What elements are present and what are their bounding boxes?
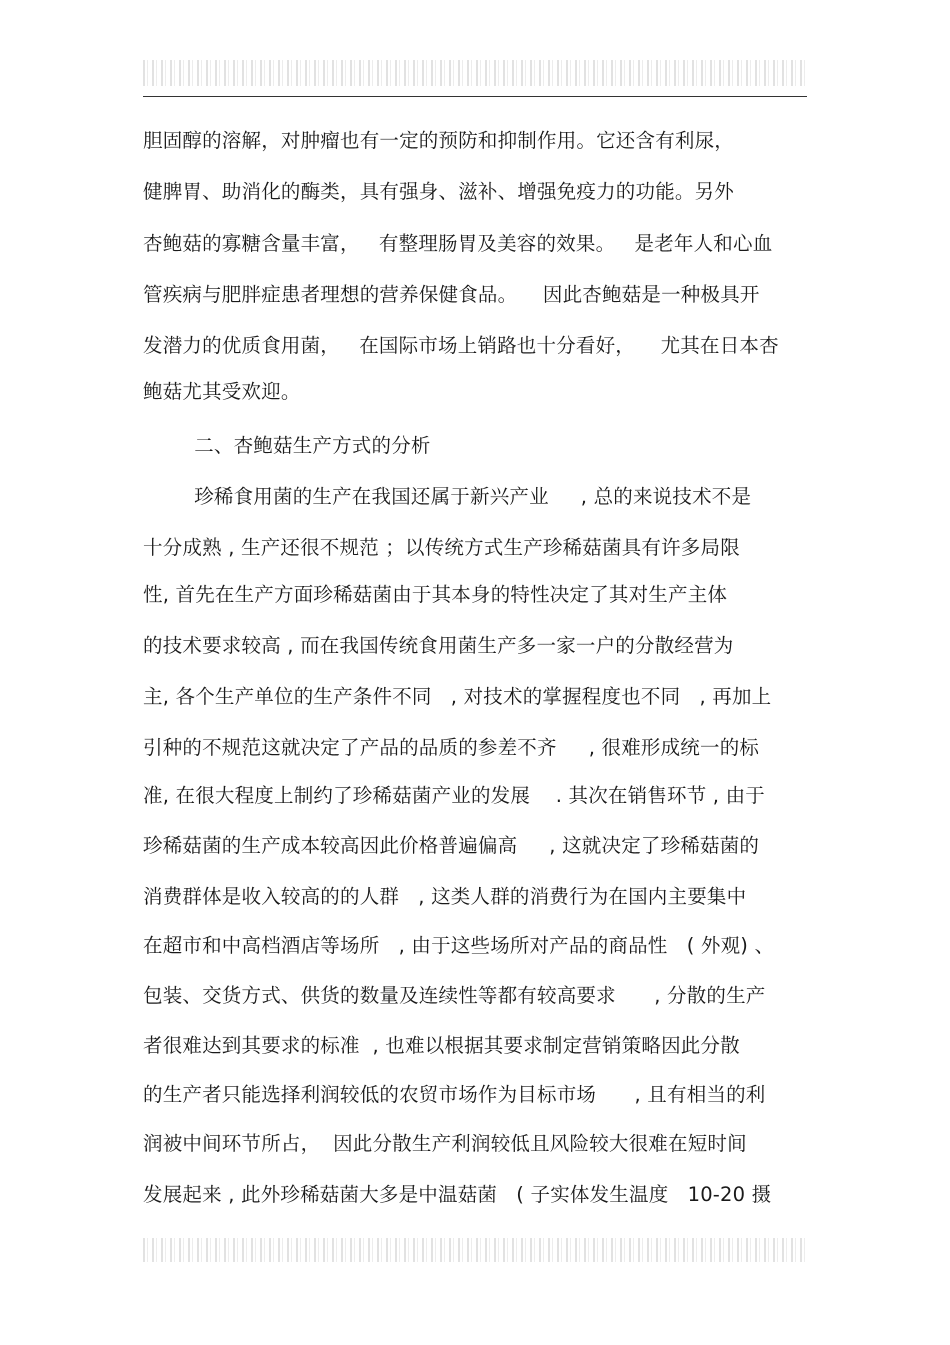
- text-line: 性, 首先在生产方面珍稀菇菌由于其本身的特性决定了其对生产主体: [143, 583, 728, 606]
- text-line: 胆固醇的溶解，对肿瘤也有一定的预防和抑制作用。它还含有利尿，: [143, 129, 735, 152]
- text-line: 杏鲍菇的寡糖含量丰富， 有整理肠胃及美容的效果。 是老年人和心血: [143, 232, 773, 255]
- text-line: 十分成熟 , 生产还很不规范 ；以传统方式生产珍稀菇菌具有许多局限: [143, 536, 740, 559]
- header-rule: [143, 96, 807, 97]
- section-heading: 二、杏鲍菇生产方式的分析: [143, 434, 431, 457]
- text-line: 发潜力的优质食用菌， 在国际市场上销路也十分看好， 尤其在日本杏: [143, 334, 779, 357]
- text-line: 者很难达到其要求的标准 , 也难以根据其要求制定营销策略因此分散: [143, 1034, 740, 1057]
- text-line: 的生产者只能选择利润较低的农贸市场作为目标市场 , 且有相当的利: [143, 1083, 766, 1106]
- text-line: 的技术要求较高 , 而在我国传统食用菌生产多一家一户的分散经营为: [143, 634, 734, 657]
- text-line: 包装、交货方式、供货的数量及连续性等都有较高要求 , 分散的生产: [143, 984, 766, 1007]
- text-line: 珍稀食用菌的生产在我国还属于新兴产业 , 总的来说技术不是: [143, 485, 752, 508]
- text-line: 鲍菇尤其受欢迎。: [143, 380, 301, 403]
- text-line: 珍稀菇菌的生产成本较高因此价格普遍偏高 , 这就决定了珍稀菇菌的: [143, 834, 760, 857]
- header-watermark: [143, 60, 807, 86]
- text-line: 消费群体是收入较高的的人群 , 这类人群的消费行为在国内主要集中: [143, 885, 747, 908]
- text-line: 引种的不规范这就决定了产品的品质的参差不齐 , 很难形成统一的标: [143, 736, 760, 759]
- text-line: 管疾病与肥胖症患者理想的营养保健食品。 因此杏鲍菇是一种极具开: [143, 283, 760, 306]
- text-line: 发展起来 , 此外珍稀菇菌大多是中温菇菌 ( 子实体发生温度 10-20 摄: [143, 1183, 772, 1206]
- text-line: 主, 各个生产单位的生产条件不同 , 对技术的掌握程度也不同 , 再加上: [143, 685, 772, 708]
- footer-watermark: [143, 1238, 807, 1262]
- text-line: 润被中间环节所占， 因此分散生产利润较低且风险较大很难在短时间: [143, 1132, 747, 1155]
- text-line: 准, 在很大程度上制约了珍稀菇菌产业的发展 . 其次在销售环节 , 由于: [143, 784, 765, 807]
- text-line: 在超市和中高档酒店等场所 , 由于这些场所对产品的商品性 ( 外观) 、: [143, 934, 775, 957]
- text-line: 健脾胃、助消化的酶类，具有强身、滋补、增强免疫力的功能。另外: [143, 180, 735, 203]
